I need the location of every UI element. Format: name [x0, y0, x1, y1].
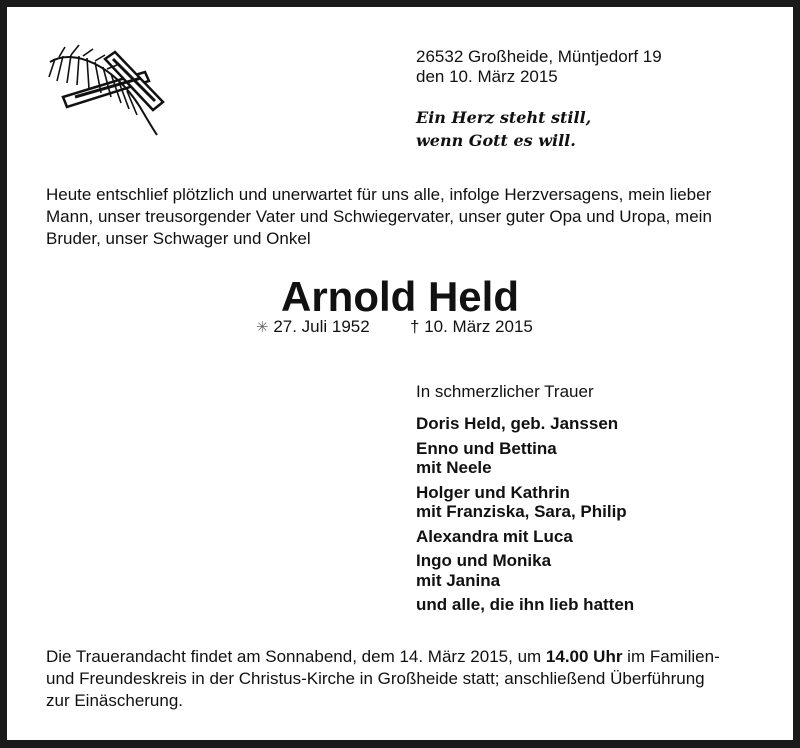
service-line-1: Die Trauerandacht findet am Sonnabend, dem 14. März 2015, um 14.00 Uhr im Familien- [46, 647, 720, 666]
mourner-entry: Enno und Bettina mit Neele [416, 438, 557, 477]
motto-line-2: wenn Gott es will. [416, 131, 576, 150]
birth-date-text: 27. Juli 1952 [273, 317, 370, 336]
intro-line-3: Bruder, unser Schwager und Onkel [46, 229, 311, 248]
birth-star-icon: ✳ [256, 319, 269, 336]
service-line-2: und Freundeskreis in der Christus-Kirche in Großheide statt; anschließend Überführung [46, 669, 705, 688]
date-line: den 10. März 2015 [416, 67, 558, 86]
death-cross-icon: † [410, 317, 420, 336]
birth-date [256, 317, 370, 338]
cross-with-palm-branch-icon [45, 37, 175, 137]
death-date [410, 317, 533, 337]
intro-line-2: Mann, unser treusorgender Vater und Schwiegervater, unser guter Opa und Uropa, mein [46, 207, 712, 226]
address-line: 26532 Großheide, Müntjedorf 19 [416, 47, 662, 66]
mourner-entry: Doris Held, geb. Janssen [416, 414, 619, 433]
deceased-name: Arnold Held [281, 273, 519, 320]
mourner-entry: Holger und Kathrin mit Franziska, Sara, Philip [416, 482, 627, 521]
mourner-entry: Ingo und Monika mit Janina [416, 551, 552, 590]
intro-line-1: Heute entschlief plötzlich und unerwartet für uns alle, infolge Herzversagens, mein lieber [46, 185, 712, 204]
service-line-3: zur Einäscherung. [46, 691, 184, 710]
mourner-entry: und alle, die ihn lieb hatten [416, 595, 635, 614]
mourning-heading: In schmerzlicher Trauer [416, 382, 594, 401]
death-date-text: 10. März 2015 [424, 317, 533, 336]
obituary-notice [7, 7, 793, 740]
mourners-list [416, 414, 634, 620]
motto-line-1: Ein Herz steht still, [416, 108, 592, 127]
mourner-entry: Alexandra mit Luca [416, 526, 573, 546]
